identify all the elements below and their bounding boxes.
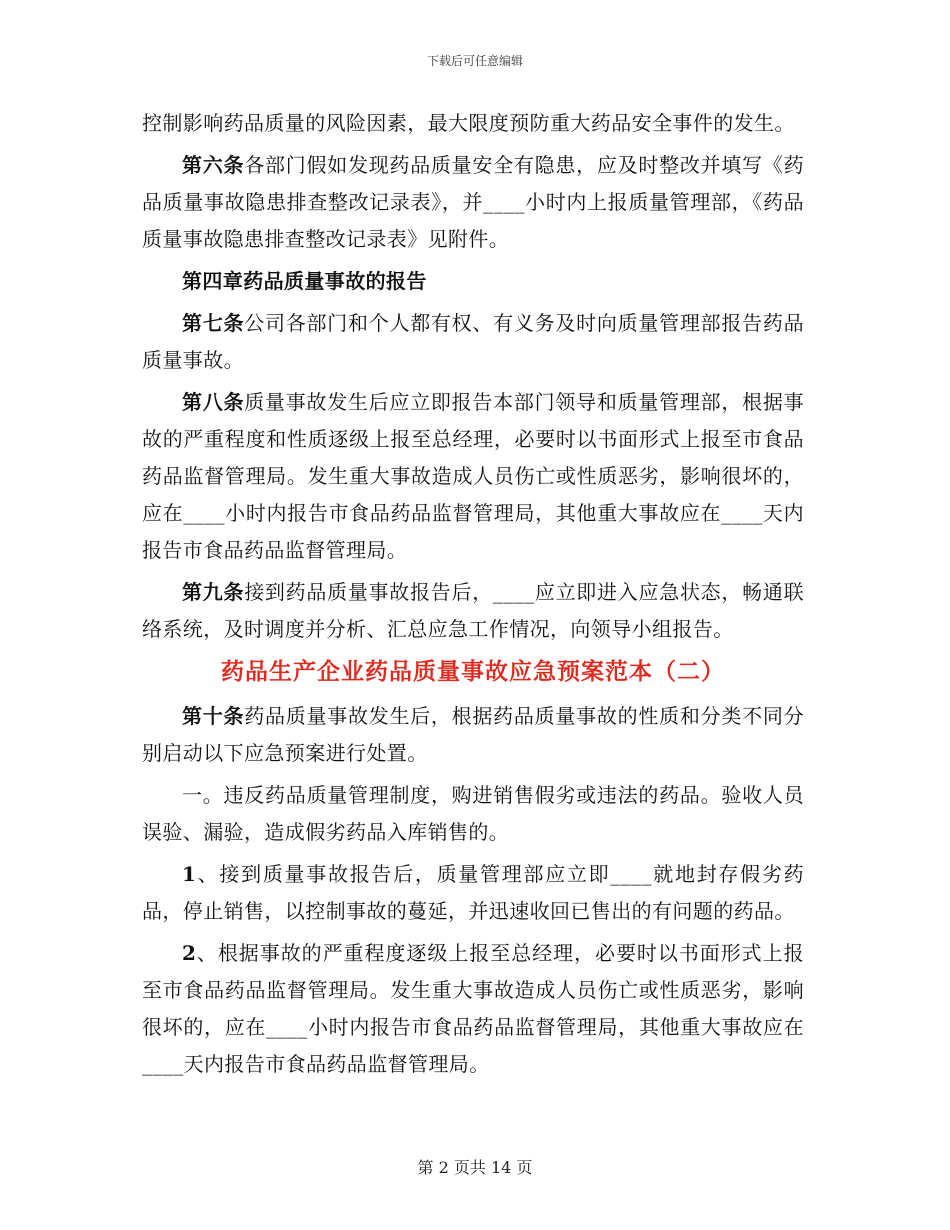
document-body (142, 105, 804, 1088)
article-6-label: 第六条 (182, 153, 245, 177)
article-10-label: 第十条 (182, 704, 245, 728)
article-10-text: 药品质量事故发生后，根据药品质量事故的性质和分类不同分别启动以下应急预案进行处置。 (142, 704, 804, 765)
item-1-label: 1 (182, 862, 197, 886)
item-1-text: 、接到质量事故报告后，质量管理部应立即____就地封存假劣药品，停止销售，以控制事故的蔓延，并迅速收回已售出的有问题的药品。 (142, 862, 804, 923)
article-6 (142, 147, 804, 258)
item-one: 一。违反药品质量管理制度，购进销售假劣或违法的药品。验收人员误验、漏验，造成假劣药品入库销售的。 (142, 783, 804, 844)
article-7 (142, 305, 804, 379)
article-6-text: 各部门假如发现药品质量安全有隐患，应及时整改并填写《药品质量事故隐患排查整改记录表》，并____小时内上报质量管理部，《药品质量事故隐患排查整改记录表》见附件。 (142, 153, 804, 251)
item-2-label: 2 (182, 941, 197, 965)
article-9-label: 第九条 (182, 580, 245, 604)
page-number: 第 2 页共 14 页 (417, 1158, 533, 1177)
article-8-label: 第八条 (182, 390, 245, 414)
article-7-text: 公司各部门和个人都有权、有义务及时向质量管理部报告药品质量事故。 (142, 311, 804, 372)
article-8 (142, 384, 804, 569)
article-7-label: 第七条 (182, 311, 245, 335)
article-9 (142, 574, 804, 648)
page-header: 下载后可任意编辑 (426, 54, 523, 68)
item-2-text: 、根据事故的严重程度逐级上报至总经理，必要时以书面形式上报至市食品药品监督管理局。发生重大事故造成人员伤亡或性质恶劣，影响很坏的，应在____小时内报告市食品药品监督管理局，其他重大事故应在____天内报告市食品药品监督管理局。 (142, 941, 804, 1076)
section-title: 药品生产企业药品质量事故应急预案范本（二） (221, 658, 725, 685)
chapter-4-heading: 第四章药品质量事故的报告 (182, 269, 427, 293)
article-8-text: 质量事故发生后应立即报告本部门领导和质量管理部，根据事故的严重程度和性质逐级上报至总经理，必要时以书面形式上报至市食品药品监督管理局。发生重大事故造成人员伤亡或性质恶劣，影响很坏的，应在____小时内报告市食品药品监督管理局，其他重大事故应在____天内报告市食品药品监督管理局。 (142, 390, 804, 562)
paragraph-risk-factors: 控制影响药品质量的风险因素，最大限度预防重大药品安全事件的发生。 (142, 111, 795, 135)
article-10 (142, 698, 804, 772)
article-9-text: 接到药品质量事故报告后，____应立即进入应急状态，畅通联络系统，及时调度并分析、汇总应急工作情况，向领导小组报告。 (142, 580, 804, 641)
item-2 (142, 935, 804, 1083)
item-1 (142, 856, 804, 930)
